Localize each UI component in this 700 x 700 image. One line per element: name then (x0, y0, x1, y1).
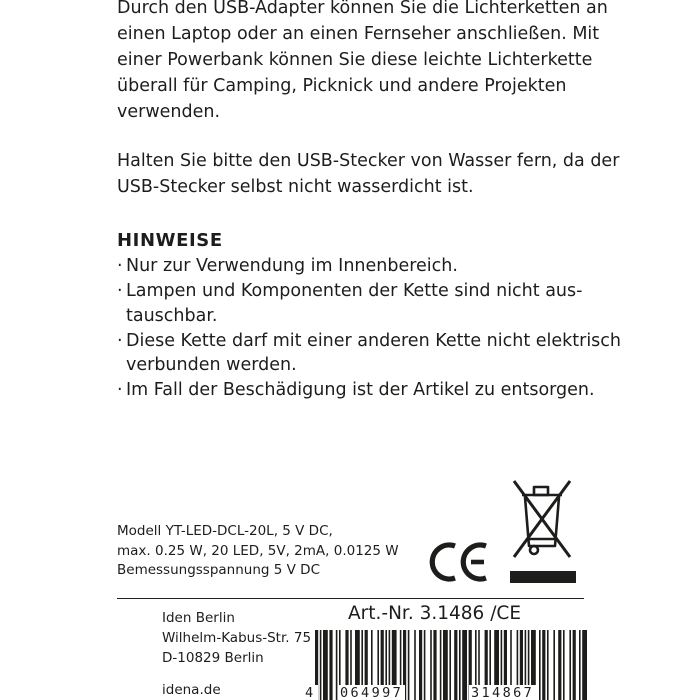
intro-line: überall für Camping, Picknick und andere Projekten (117, 76, 567, 96)
model-specs (117, 522, 399, 581)
bullet: · (117, 256, 123, 276)
article-number: Art.-Nr. 3.1486 /CE (348, 603, 522, 624)
note-line: Nur zur Verwendung im Innenbereich. (126, 256, 458, 276)
city: D-10829 Berlin (162, 650, 264, 666)
spec-line: Modell YT-LED-DCL-20L, 5 V DC, (117, 523, 333, 539)
barcode-lead-digit: 4 (305, 685, 316, 700)
barcode-bar (542, 630, 545, 700)
bullet: · (117, 380, 123, 400)
intro-line: verwenden. (117, 102, 221, 122)
spec-line: Bemessungsspannung 5 V DC (117, 562, 320, 578)
barcode-bar (569, 630, 571, 700)
barcode-bar (553, 630, 555, 700)
note-item (117, 378, 621, 403)
note-item (117, 279, 621, 328)
note-line: Im Fall der Beschädigung ist der Artikel zu entsorgen. (126, 380, 595, 400)
note-item (117, 329, 621, 378)
barcode-bar (449, 630, 451, 700)
barcode-bar (323, 630, 328, 700)
intro-line: Durch den USB-Adapter können Sie die Lichterketten an (117, 0, 608, 18)
barcode-bar (563, 630, 565, 700)
barcode-bar (454, 630, 457, 700)
barcode-bar (582, 630, 587, 700)
note-line: tauschbar. (126, 305, 218, 326)
intro-line: einen Laptop oder an einen Fernseher anschließen. Mit (117, 24, 600, 44)
barcode-bar (558, 630, 561, 700)
crossed-out-wheelie-bin-icon (504, 473, 578, 585)
note-line: verbunden werden. (126, 355, 297, 375)
barcode-bar (424, 630, 426, 700)
barcode-bar (547, 630, 549, 700)
manufacturer-address (162, 608, 311, 668)
intro-paragraph (117, 0, 617, 125)
barcode-bar (419, 630, 422, 700)
notes-title: HINWEISE (117, 230, 223, 251)
barcode-left-digits: 064997 (340, 685, 404, 700)
notes-list (117, 254, 621, 403)
website: idena.de (162, 682, 221, 698)
barcode-bar (443, 630, 448, 700)
water-warning-paragraph (117, 148, 620, 200)
barcode-bar (539, 630, 541, 700)
note-line: Lampen und Komponenten der Kette sind nicht aus- (126, 281, 583, 301)
water-line: USB-Stecker selbst nicht wasserdicht ist. (117, 177, 474, 197)
water-line: Halten Sie bitte den USB-Stecker von Wasser fern, da der (117, 151, 620, 171)
barcode-bar (414, 630, 416, 700)
ean-barcode (303, 630, 587, 700)
barcode-bar (408, 630, 410, 700)
barcode-bar (579, 630, 581, 700)
street: Wilhelm-Kabus-Str. 75 (162, 630, 312, 646)
note-item (117, 254, 621, 279)
bullet: · (117, 281, 123, 301)
company-name: Iden Berlin (162, 610, 235, 626)
barcode-right-digits: 314867 (471, 685, 535, 700)
bullet: · (117, 330, 123, 351)
intro-line: einer Powerbank können Sie diese leichte Lichterkette (117, 50, 593, 70)
ce-mark-icon (428, 539, 490, 585)
barcode-bar (433, 630, 436, 700)
note-line: Diese Kette darf mit einer anderen Kette nicht elektrisch (126, 330, 622, 351)
barcode-bar (462, 630, 467, 700)
barcode-bar (320, 630, 322, 700)
spec-line: max. 0.25 W, 20 LED, 5V, 2mA, 0.0125 W (117, 542, 399, 559)
barcode-bar (329, 630, 332, 700)
barcode-bar (440, 630, 442, 700)
divider (117, 598, 584, 599)
barcode-bar (459, 630, 461, 700)
barcode-bar (573, 630, 576, 700)
barcode-bar (430, 630, 432, 700)
